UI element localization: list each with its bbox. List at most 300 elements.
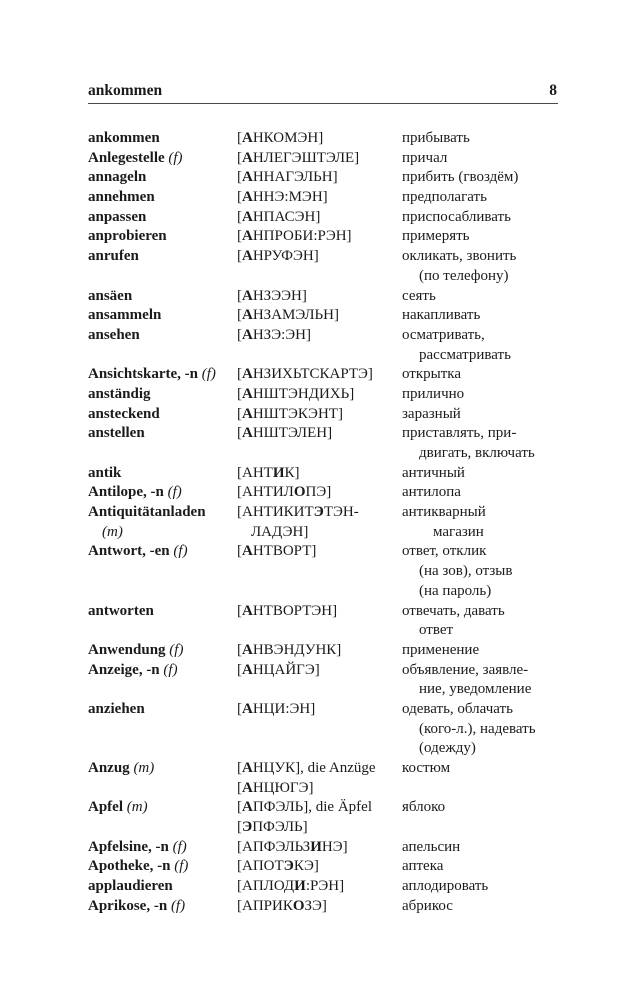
entry-continuation-row	[88, 818, 593, 838]
text-segment: Anzeige, -n	[88, 661, 164, 678]
text-segment: НЦИ:ЭН]	[252, 700, 316, 717]
text-segment: отвечать, давать	[402, 602, 505, 619]
entry-row	[88, 483, 593, 503]
text-segment: ННЭ:МЭН]	[252, 189, 328, 206]
text-segment: ТЭН-	[323, 504, 359, 521]
text-segment: аплодировать	[402, 878, 489, 895]
stress-letter: А	[242, 425, 253, 442]
dictionary-table	[88, 129, 593, 917]
russian-cell	[402, 857, 593, 877]
text-segment: НЭ]	[321, 838, 348, 855]
german-cell	[88, 838, 237, 858]
text-segment: anrufen	[88, 248, 139, 265]
russian-cell	[402, 818, 593, 838]
text-segment: [	[237, 149, 242, 166]
text-segment: [АПРИК	[237, 897, 293, 914]
entry-row	[88, 542, 593, 562]
russian-cell	[416, 523, 619, 543]
text-segment: [	[237, 661, 242, 678]
stress-letter: А	[242, 307, 253, 324]
german-cell	[88, 877, 237, 897]
transcription-cell	[237, 188, 402, 208]
text-segment: НЗИХЬТСКАРТЭ]	[252, 366, 373, 383]
russian-cell	[402, 779, 593, 799]
text-segment: [АПФЭЛЬЗ	[237, 838, 311, 855]
entry-row	[88, 641, 593, 661]
text-segment: ЛАДЭН]	[251, 523, 309, 540]
german-cell	[88, 208, 237, 228]
text-segment: Aprikose, -n	[88, 897, 171, 914]
german-cell	[88, 621, 237, 641]
gender-marker: (f)	[170, 897, 186, 914]
german-cell	[88, 346, 237, 366]
text-segment: Anzug	[88, 760, 134, 776]
text-segment: Anwendung	[88, 641, 170, 658]
text-segment: античный	[402, 464, 465, 481]
german-cell	[88, 857, 237, 877]
stress-letter: О	[293, 484, 306, 501]
text-segment: НПАСЭН]	[252, 208, 321, 225]
transcription-cell	[237, 739, 402, 759]
text-segment: [	[237, 366, 242, 383]
entry-row	[88, 129, 593, 149]
text-segment: Antilope, -n	[88, 484, 168, 501]
german-cell	[88, 542, 237, 562]
text-segment: НВЭНДУНК]	[252, 641, 342, 658]
german-cell	[88, 149, 237, 169]
text-segment: [	[237, 208, 242, 225]
russian-cell	[402, 149, 593, 169]
russian-cell	[402, 661, 593, 681]
text-segment: Apotheke, -n	[88, 858, 175, 875]
stress-letter: А	[242, 208, 253, 225]
text-segment: прибывать	[402, 130, 470, 146]
text-segment: НПРОБИ:РЭН]	[252, 228, 352, 245]
russian-cell	[402, 208, 593, 228]
entry-row	[88, 287, 593, 307]
text-segment: [	[237, 169, 242, 186]
stress-letter: А	[242, 700, 253, 717]
transcription-cell	[237, 464, 402, 484]
text-segment: Apfel	[88, 799, 127, 816]
text-segment: [АПЛОД	[237, 878, 295, 895]
text-segment: [	[237, 760, 242, 776]
text-segment: :РЭН]	[305, 878, 345, 895]
text-segment: ние, уведомление	[419, 681, 532, 698]
text-segment: [	[237, 287, 242, 304]
german-cell	[88, 739, 237, 759]
text-segment: ansteckend	[88, 405, 160, 422]
text-segment: (на пароль)	[419, 582, 492, 599]
german-cell	[88, 562, 237, 582]
text-segment: Ansichtskarte, -n	[88, 366, 202, 383]
entry-row	[88, 365, 593, 385]
text-segment: [	[237, 307, 242, 324]
stress-letter: А	[242, 149, 253, 166]
text-segment: НЦАЙГЭ]	[252, 661, 320, 678]
transcription-cell	[237, 838, 402, 858]
transcription-cell	[237, 365, 402, 385]
stress-letter: А	[242, 405, 253, 422]
russian-cell	[402, 483, 593, 503]
german-cell	[88, 798, 237, 818]
transcription-cell	[237, 227, 402, 247]
text-segment: ansehen	[88, 326, 140, 343]
transcription-cell	[237, 267, 402, 287]
text-segment: ответ, отклик	[402, 543, 487, 560]
header-rule	[88, 103, 558, 104]
text-segment: [АНТИЛ	[237, 484, 294, 501]
text-segment: ansammeln	[88, 307, 162, 324]
gender-marker: (f)	[163, 661, 178, 678]
gender-marker: (f)	[201, 366, 216, 383]
russian-cell	[402, 838, 593, 858]
text-segment: [	[237, 228, 242, 245]
entry-row	[88, 661, 593, 681]
stress-letter: А	[242, 641, 253, 658]
transcription-cell	[237, 168, 402, 188]
text-segment: накапливать	[402, 307, 481, 324]
german-cell	[88, 424, 237, 444]
russian-cell	[402, 247, 593, 267]
text-segment: антилопа	[402, 484, 461, 501]
transcription-cell	[237, 562, 402, 582]
text-segment: НЗАМЭЛЬН]	[252, 307, 339, 324]
text-segment: ответ	[419, 622, 454, 639]
text-segment: приспосабливать	[402, 208, 511, 225]
text-segment: НШТЭКЭНТ]	[252, 405, 343, 422]
transcription-cell	[237, 877, 402, 897]
text-segment: НЛЕГЭШТЭЛЕ]	[252, 149, 360, 166]
entry-continuation-row	[88, 267, 593, 287]
entry-row	[88, 838, 593, 858]
text-segment: [	[237, 189, 242, 206]
german-cell	[88, 464, 237, 484]
russian-cell	[402, 168, 593, 188]
german-cell	[88, 818, 237, 838]
running-title: ankommen	[88, 82, 163, 99]
text-segment: объявление, заявле-	[402, 661, 529, 678]
text-segment: прибить (гвоздём)	[402, 169, 519, 186]
german-cell	[88, 168, 237, 188]
entry-row	[88, 149, 593, 169]
russian-cell	[402, 542, 593, 562]
text-segment: ЗЭ]	[304, 897, 327, 914]
entry-row	[88, 405, 593, 425]
text-segment: окликать, звонить	[402, 248, 517, 265]
russian-cell	[402, 129, 593, 149]
text-segment: КЭ]	[293, 858, 319, 875]
entry-row	[88, 464, 593, 484]
german-cell	[88, 326, 237, 346]
text-segment: [	[237, 385, 242, 402]
german-cell	[88, 602, 237, 622]
german-cell	[88, 129, 237, 149]
transcription-cell	[237, 149, 402, 169]
text-segment: апельсин	[402, 838, 461, 855]
text-segment: магазин	[433, 523, 484, 540]
russian-cell	[402, 188, 593, 208]
stress-letter: Э	[242, 819, 253, 836]
text-segment: annageln	[88, 169, 147, 186]
text-segment: ansäen	[88, 287, 133, 304]
entry-continuation-row	[88, 523, 593, 543]
transcription-cell	[237, 287, 402, 307]
text-segment: абрикос	[402, 897, 453, 914]
stress-letter: А	[242, 602, 253, 619]
russian-cell	[402, 798, 593, 818]
german-cell	[88, 306, 237, 326]
entry-row	[88, 798, 593, 818]
russian-cell	[402, 306, 593, 326]
text-segment: Apfelsine, -n	[88, 838, 173, 855]
german-cell	[88, 227, 237, 247]
entry-row	[88, 326, 593, 346]
text-segment: [	[237, 641, 242, 658]
entry-continuation-row	[88, 720, 593, 740]
german-cell	[88, 287, 237, 307]
transcription-cell	[237, 483, 402, 503]
russian-cell	[402, 405, 593, 425]
text-segment: [	[237, 779, 242, 796]
russian-cell	[402, 602, 593, 622]
gender-marker: (f)	[172, 838, 187, 855]
text-segment: примерять	[402, 228, 470, 245]
text-segment: Anlegestelle	[88, 149, 169, 166]
russian-cell	[402, 641, 593, 661]
text-segment: [АПОТ	[237, 858, 284, 875]
text-segment: К]	[284, 464, 300, 481]
text-segment: ankommen	[88, 130, 160, 146]
transcription-cell	[237, 759, 402, 779]
text-segment: ПФЭЛЬ], die Äpfel	[252, 799, 372, 816]
text-segment: предполагать	[402, 189, 487, 206]
text-segment: Antiquitätanladen	[88, 504, 206, 521]
text-segment: приставлять, при-	[402, 425, 517, 442]
stress-letter: Э	[313, 504, 324, 521]
entry-row	[88, 306, 593, 326]
gender-marker: (f)	[169, 641, 184, 658]
russian-cell	[402, 287, 593, 307]
text-segment: НЦУК], die Anzüge	[252, 760, 376, 776]
text-segment: [	[237, 248, 242, 265]
german-cell	[88, 247, 237, 267]
transcription-cell	[237, 779, 402, 799]
text-segment: anstellen	[88, 425, 145, 442]
russian-cell	[402, 621, 610, 641]
transcription-cell	[251, 523, 416, 543]
text-segment: ННАГЭЛЬН]	[252, 169, 338, 186]
transcription-cell	[237, 720, 402, 740]
gender-marker: (f)	[174, 858, 189, 875]
transcription-cell	[237, 385, 402, 405]
stress-letter: Э	[283, 858, 294, 875]
stress-letter: А	[242, 760, 253, 776]
entry-continuation-row	[88, 582, 593, 602]
text-segment: костюм	[402, 760, 451, 776]
transcription-cell	[237, 444, 402, 464]
german-cell	[88, 720, 237, 740]
german-cell	[88, 405, 237, 425]
entry-continuation-row	[88, 739, 593, 759]
russian-cell	[402, 700, 593, 720]
entry-row	[88, 385, 593, 405]
text-segment: Antwort, -en	[88, 543, 174, 560]
entry-row	[88, 424, 593, 444]
text-segment: annehmen	[88, 189, 155, 206]
stress-letter: А	[242, 130, 253, 146]
german-cell	[88, 444, 237, 464]
text-segment: [	[237, 819, 242, 836]
german-cell	[88, 779, 237, 799]
text-segment: применение	[402, 641, 480, 658]
text-segment: anpassen	[88, 208, 147, 225]
stress-letter: А	[242, 385, 253, 402]
entry-row	[88, 227, 593, 247]
stress-letter: А	[242, 228, 253, 245]
entry-row	[88, 857, 593, 877]
german-cell	[88, 267, 237, 287]
text-segment: открытка	[402, 366, 461, 383]
gender-marker: (f)	[168, 149, 183, 166]
text-segment: НШТЭНДИХЬ]	[252, 385, 355, 402]
text-segment: [	[237, 700, 242, 717]
stress-letter: А	[242, 287, 253, 304]
text-segment: [	[237, 543, 242, 560]
text-segment: ПФЭЛЬ]	[252, 819, 308, 836]
german-cell	[88, 523, 251, 543]
russian-cell	[402, 385, 593, 405]
text-segment: НЗЭ:ЭН]	[252, 326, 311, 343]
text-segment: НТВОРТ]	[252, 543, 317, 560]
transcription-cell	[237, 857, 402, 877]
stress-letter: И	[310, 838, 322, 855]
text-segment: (одежду)	[419, 740, 476, 757]
entry-continuation-row	[88, 562, 593, 582]
russian-cell	[402, 464, 593, 484]
russian-cell	[402, 720, 610, 740]
stress-letter: А	[242, 169, 253, 186]
text-segment: ПЭ]	[305, 484, 332, 501]
text-segment: [	[237, 799, 242, 816]
stress-letter: А	[242, 661, 253, 678]
text-segment: antik	[88, 464, 122, 481]
text-segment: [	[237, 602, 242, 619]
text-segment: (на зов), отзыв	[419, 563, 513, 580]
stress-letter: И	[294, 878, 306, 895]
russian-cell	[402, 267, 610, 287]
transcription-cell	[237, 129, 402, 149]
page-header	[88, 82, 557, 100]
stress-letter: А	[242, 248, 253, 265]
german-cell	[88, 897, 237, 917]
german-cell	[88, 503, 237, 523]
russian-cell	[402, 424, 593, 444]
entry-row	[88, 168, 593, 188]
german-cell	[88, 641, 237, 661]
russian-cell	[402, 582, 610, 602]
text-segment: applaudieren	[88, 878, 173, 895]
entry-row	[88, 188, 593, 208]
gender-marker: (f)	[173, 543, 188, 560]
entry-row	[88, 897, 593, 917]
entry-row	[88, 877, 593, 897]
german-cell	[88, 582, 237, 602]
stress-letter: А	[242, 799, 253, 816]
entry-continuation-row	[88, 444, 593, 464]
text-segment: рассматривать	[419, 346, 511, 363]
russian-cell	[402, 503, 593, 523]
entry-continuation-row	[88, 346, 593, 366]
transcription-cell	[237, 582, 402, 602]
transcription-cell	[237, 621, 402, 641]
russian-cell	[402, 444, 610, 464]
gender-marker: (m)	[126, 799, 148, 816]
transcription-cell	[237, 542, 402, 562]
text-segment: НШТЭЛЕН]	[252, 425, 333, 442]
german-cell	[88, 700, 237, 720]
entry-row	[88, 602, 593, 622]
transcription-cell	[237, 326, 402, 346]
text-segment: [	[237, 326, 242, 343]
text-segment: anziehen	[88, 700, 145, 717]
entry-continuation-row	[88, 680, 593, 700]
russian-cell	[402, 562, 610, 582]
text-segment: [	[237, 425, 242, 442]
text-segment: НЦЮГЭ]	[252, 779, 314, 796]
text-segment: заразный	[402, 405, 461, 422]
russian-cell	[402, 739, 610, 759]
text-segment: осматривать,	[402, 326, 485, 343]
transcription-cell	[237, 346, 402, 366]
russian-cell	[402, 680, 610, 700]
transcription-cell	[237, 680, 402, 700]
german-cell	[88, 188, 237, 208]
stress-letter: О	[292, 897, 305, 914]
text-segment: [АНТ	[237, 464, 273, 481]
stress-letter: А	[242, 366, 253, 383]
stress-letter: А	[242, 779, 253, 796]
text-segment: прилично	[402, 385, 465, 402]
german-cell	[88, 385, 237, 405]
german-cell	[88, 483, 237, 503]
russian-cell	[402, 227, 593, 247]
entry-row	[88, 700, 593, 720]
transcription-cell	[237, 818, 402, 838]
transcription-cell	[237, 503, 402, 523]
text-segment: яблоко	[402, 799, 446, 816]
text-segment: одевать, облачать	[402, 700, 513, 717]
german-cell	[88, 661, 237, 681]
text-segment: [	[237, 130, 242, 146]
stress-letter: А	[242, 326, 253, 343]
text-segment: аптека	[402, 858, 444, 875]
text-segment: НТВОРТЭН]	[252, 602, 338, 619]
german-cell	[88, 759, 237, 779]
entry-row	[88, 208, 593, 228]
gender-marker: (m)	[133, 760, 155, 776]
text-segment: anprobieren	[88, 228, 167, 245]
entry-row	[88, 759, 593, 779]
transcription-cell	[237, 641, 402, 661]
entry-continuation-row	[88, 621, 593, 641]
text-segment: сеять	[402, 287, 436, 304]
text-segment: причал	[402, 149, 448, 166]
gender-marker: (m)	[102, 523, 123, 540]
text-segment: [	[237, 405, 242, 422]
page-number: 8	[549, 82, 557, 99]
transcription-cell	[237, 602, 402, 622]
